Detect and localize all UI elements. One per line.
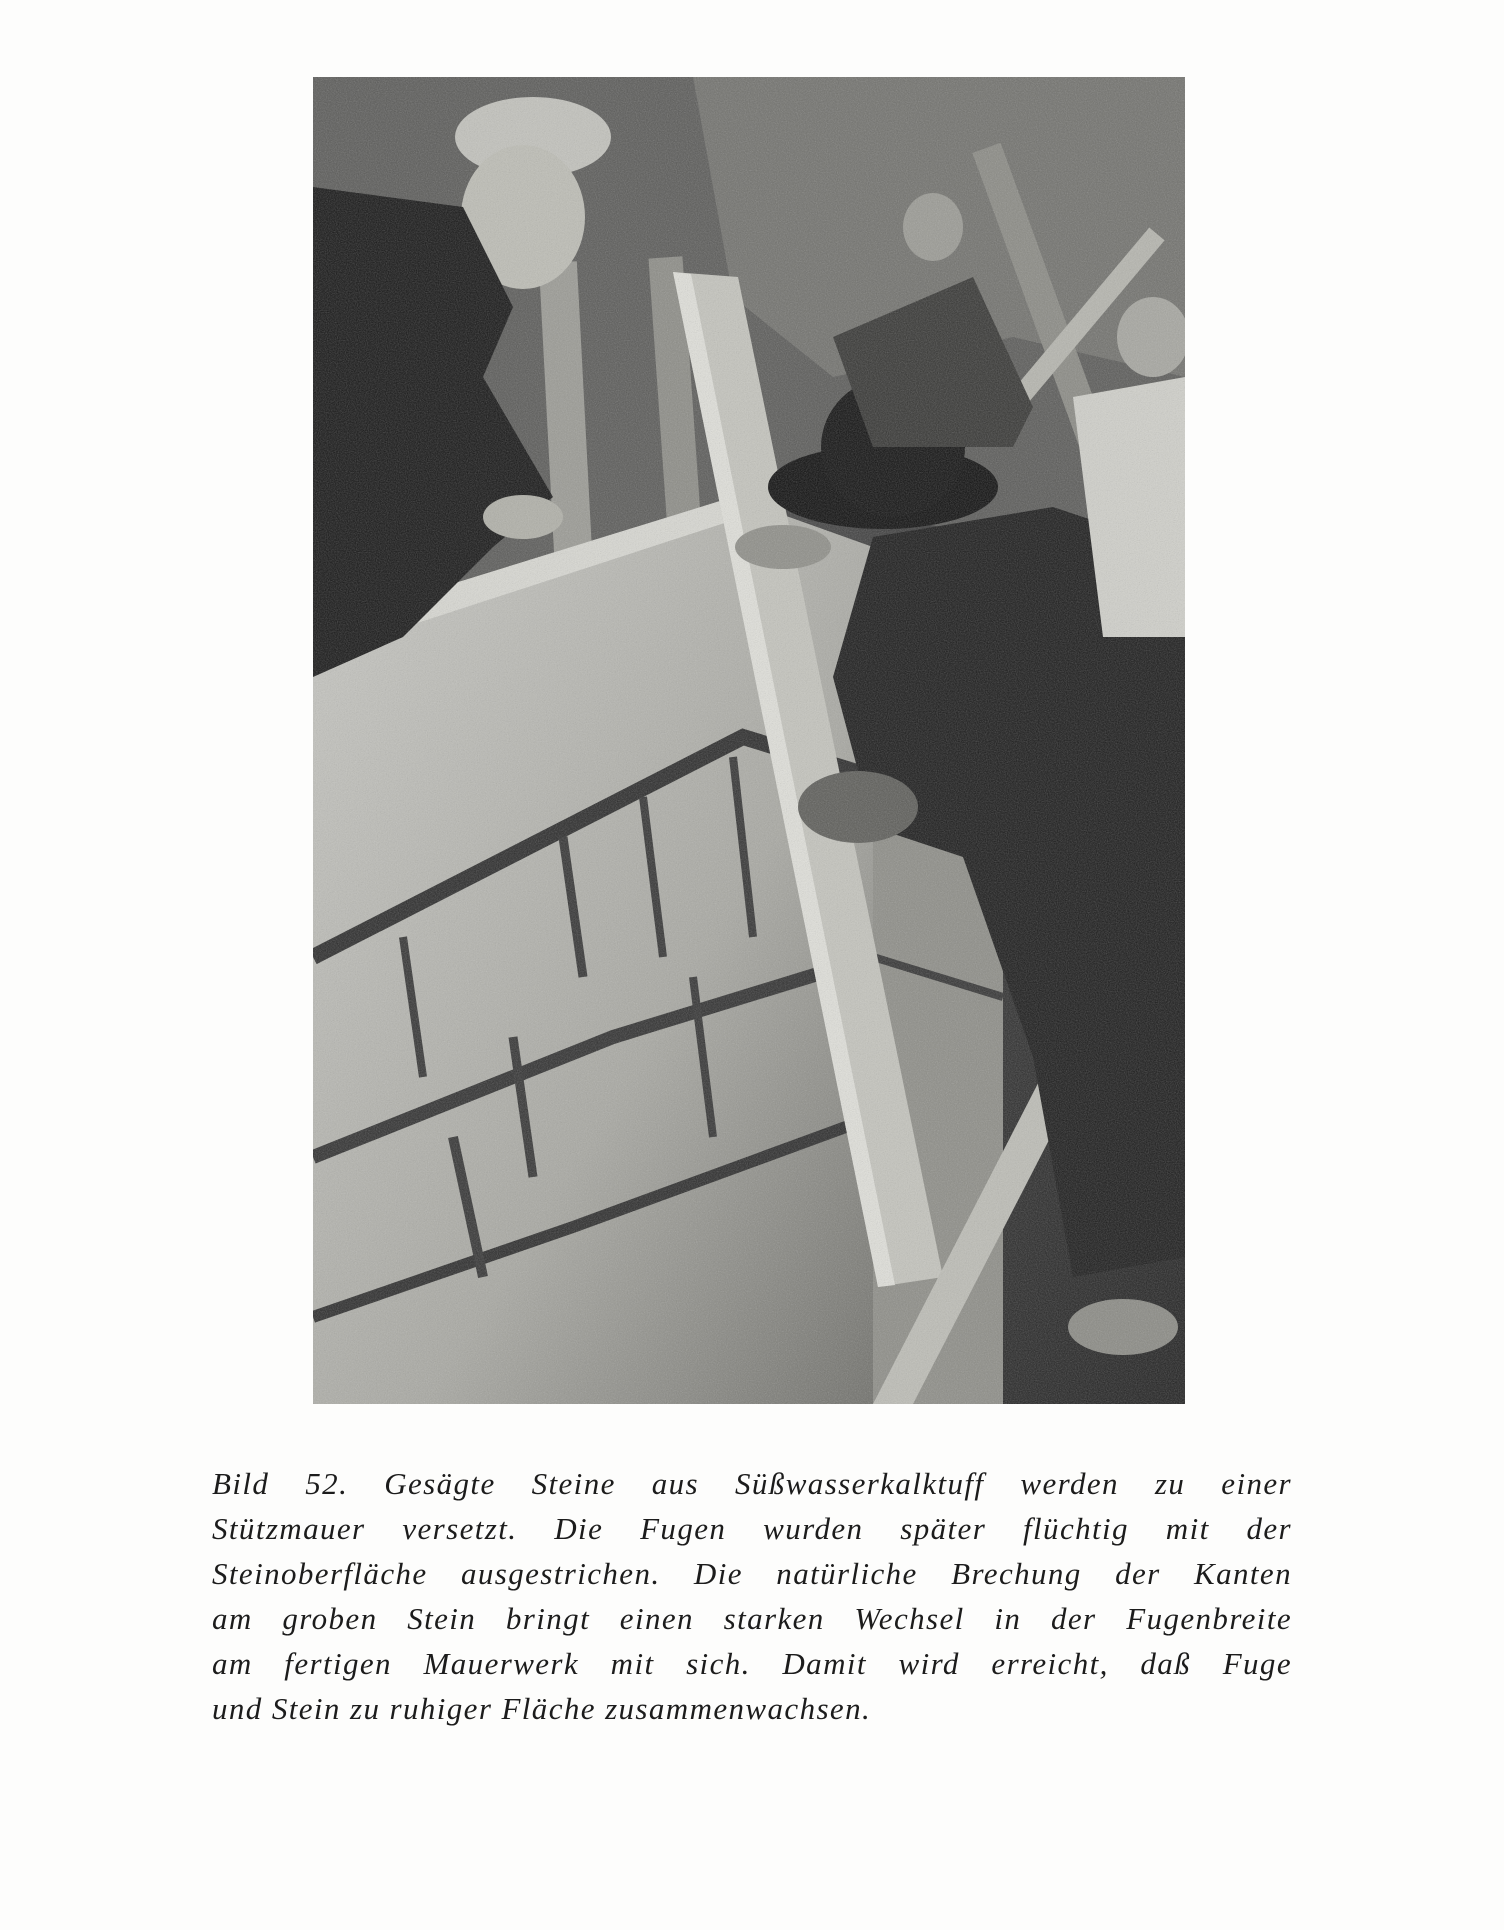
caption-line: am fertigen Mauerwerk mit sich. Damit wird erreicht, daß Fuge	[212, 1646, 1292, 1681]
caption-line: am groben Stein bringt einen starken Wechsel in der Fugenbreite	[212, 1601, 1292, 1636]
figure-photograph	[313, 77, 1185, 1404]
photograph-masons-building-retaining-wall-icon	[313, 77, 1185, 1404]
caption-line: Stützmauer versetzt. Die Fugen wurden später flüchtig mit der	[212, 1511, 1292, 1546]
caption-line: Steinoberfläche ausgestrichen. Die natürliche Brechung der Kanten	[212, 1556, 1292, 1591]
caption-line: und Stein zu ruhiger Fläche zusammenwachsen.	[212, 1691, 872, 1726]
caption-line: Bild 52. Gesägte Steine aus Süßwasserkalktuff werden zu einer	[212, 1466, 1292, 1501]
figure-caption	[212, 1461, 1292, 1731]
